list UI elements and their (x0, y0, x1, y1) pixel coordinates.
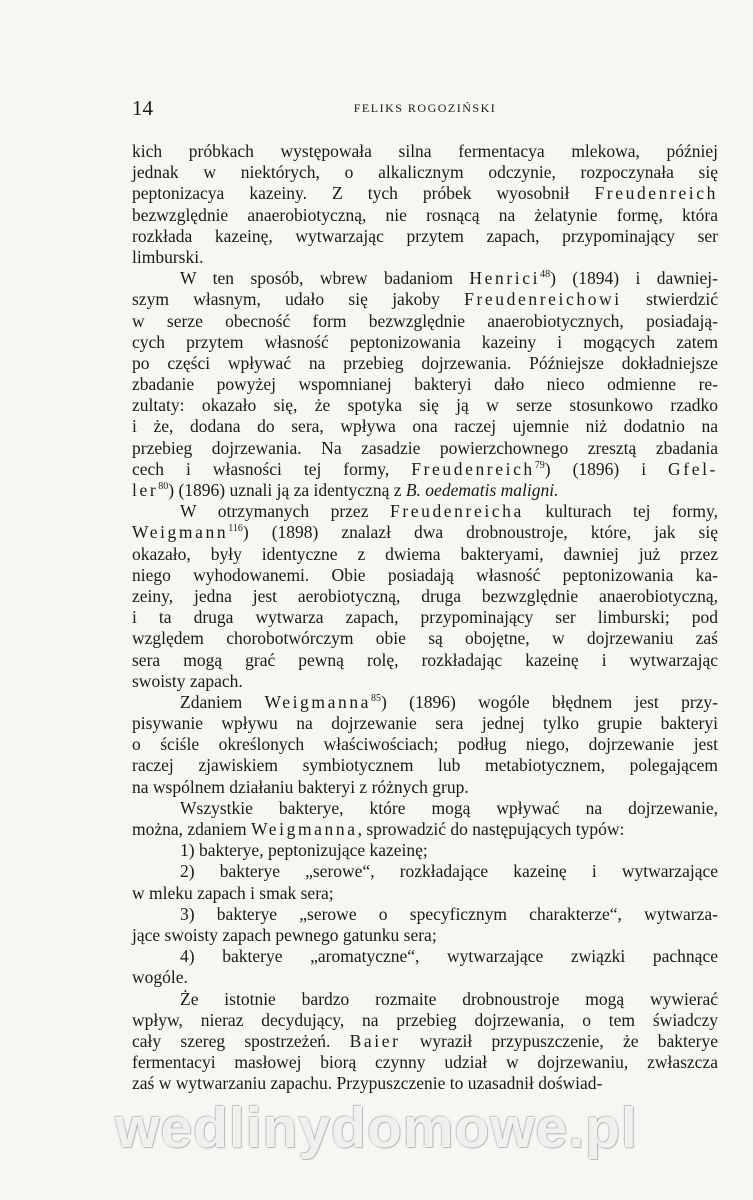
text-line: okazało, były identyczne z dwiema bakteryami, dawniej już przez (132, 543, 718, 564)
text-line: 3) bakterye „serowe o specyficznym charakterze“, wytwarza- (180, 903, 718, 924)
text-line: peptonizacya kazeiny. Z tych próbek wyosobnił Freudenreich (132, 183, 718, 204)
text-line: zeiny, jedna jest aerobiotyczną, druga bezwzględnie anaerobiotyczną, (132, 585, 718, 606)
text-line: jące swoisty zapach pewnego gatunku sera; (132, 924, 437, 945)
text-line: o ściśle określonych właściwościach; podług niego, dojrzewanie jest (132, 734, 718, 755)
text-line: cych przytem własność peptonizowania kazeiny i mogących zatem (132, 331, 718, 352)
text-line: W ten sposób, wbrew badaniom Henrici$^{48}$) (1894) i dawniej- (180, 268, 718, 289)
body-text (132, 141, 718, 1094)
page-number: 14 (132, 96, 153, 120)
text-line: cały szereg spostrzeżeń. Baier wyraził przypuszczenie, że bakterye (132, 1030, 719, 1051)
text-line: zaś w wytwarzaniu zapachu. Przypuszczenie to uzasadnił doświad- (132, 1073, 603, 1094)
text-line: 2) bakterye „serowe“, rozkładające kazeinę i wytwarzające (180, 861, 718, 882)
paragraph (132, 141, 718, 268)
watermark: wedlinydomowe.pl (115, 1096, 638, 1160)
text-line: rozkłada kazeinę, wytwarzając przytem zapach, przypominający ser (132, 225, 718, 246)
text-line: i ta druga wytwarza zapach, przypominający ser limburski; pod (132, 607, 718, 628)
paragraph (132, 798, 718, 840)
text-line: swoisty zapach. (132, 670, 243, 691)
text-line: pisywanie wpływu na dojrzewanie sera jednej tylko grupie bakteryi (132, 713, 718, 734)
text-line: Że istotnie bardzo rozmaite drobnoustroje mogą wywierać (180, 988, 718, 1009)
text-line: 1) bakterye, peptonizujące kazeinę; (180, 840, 428, 861)
text-line: zbadanie powyżej wspomnianej bakteryi dało nieco odmienne re- (132, 374, 718, 395)
text-line: względem chorobotwórczym obie są obojętne, w dojrzewaniu zaś (132, 628, 718, 649)
page-header (132, 97, 718, 119)
text-line: 4) bakterye „aromatyczne“, wytwarzające związki pachnące (180, 946, 718, 967)
text-line: i że, dodana do sera, wpływa ona raczej ujemnie niż dodatnio na (132, 416, 718, 437)
text-line: raczej zjawiskiem symbiotycznem lub metabiotycznem, polegającem (132, 755, 718, 776)
text-line: kich próbkach występowała silna fermentacya mlekowa, później (132, 141, 718, 161)
text-line: w mleku zapach i smak sera; (132, 882, 334, 903)
text-line: na wspólnem działaniu bakteryi z różnych grup. (132, 776, 469, 797)
text-line: po części wpływać na przebieg dojrzewania. Późniejsze dokładniejsze (132, 352, 718, 373)
text-line: fermentacyi masłowej biorą czynny udział w dojrzewaniu, zwłaszcza (132, 1052, 718, 1073)
paragraph (132, 501, 718, 692)
paragraph (132, 861, 718, 903)
text-line: wogóle. (132, 967, 188, 988)
text-line: niego wyhodowanemi. Obie posiadają własność peptonizowania ka- (132, 564, 718, 585)
text-line: zultaty: okazało się, że spotyka się ją w serze stosunkowo rzadko (132, 395, 718, 416)
text-line: jednak w niektórych, o alkalicznym odczynie, rozpoczynała się (132, 162, 718, 183)
text-line: wpływ, nieraz decydujący, na przebieg dojrzewania, o tem świadczy (132, 1009, 718, 1030)
running-head: FELIKS ROGOZIŃSKI (353, 101, 497, 115)
text-line: Wszystkie bakterye, które mogą wpływać na dojrzewanie, (180, 797, 718, 818)
text-line: W otrzymanych przez Freudenreicha kulturach tej formy, (180, 501, 718, 522)
paragraph (132, 946, 718, 988)
text-line: cech i własności tej formy, Freudenreich$^{79}$) (1896) i Gfel- (132, 458, 718, 479)
paragraph (132, 268, 718, 501)
paragraph (132, 989, 718, 1095)
text-line: przebieg dojrzewania. Na zasadzie powierzchownego zresztą zbadania (132, 437, 718, 458)
text-line: w serze obecność form bezwzględnie anaerobiotycznych, posiadają- (132, 310, 718, 331)
paragraph (132, 904, 718, 946)
text-line: limburski. (132, 246, 204, 267)
text-line: sera mogą grać pewną rolę, rozkładając kazeinę i wytwarzając (132, 649, 718, 670)
text-line: Weigmann$^{116}$) (1898) znalazł dwa drobnoustroje, które, jak się (132, 522, 718, 543)
text-line: bezwzględnie anaerobiotyczną, nie rosnącą na żelatynie formę, która (132, 204, 718, 225)
text-line: można, zdaniem Weigmanna, sprowadzić do następujących typów: (132, 819, 625, 839)
paragraph (132, 692, 718, 798)
text-line: Zdaniem Weigmanna$^{85}$) (1896) wogóle błędnem jest przy- (180, 691, 719, 712)
text-line: ler$^{80}$) (1896) uznali ją za identyczną z B. oedematis maligni. (132, 480, 559, 500)
text-line: szym własnym, udało się jakoby Freudenreichowi stwierdzić (132, 289, 719, 310)
paragraph (132, 840, 718, 861)
